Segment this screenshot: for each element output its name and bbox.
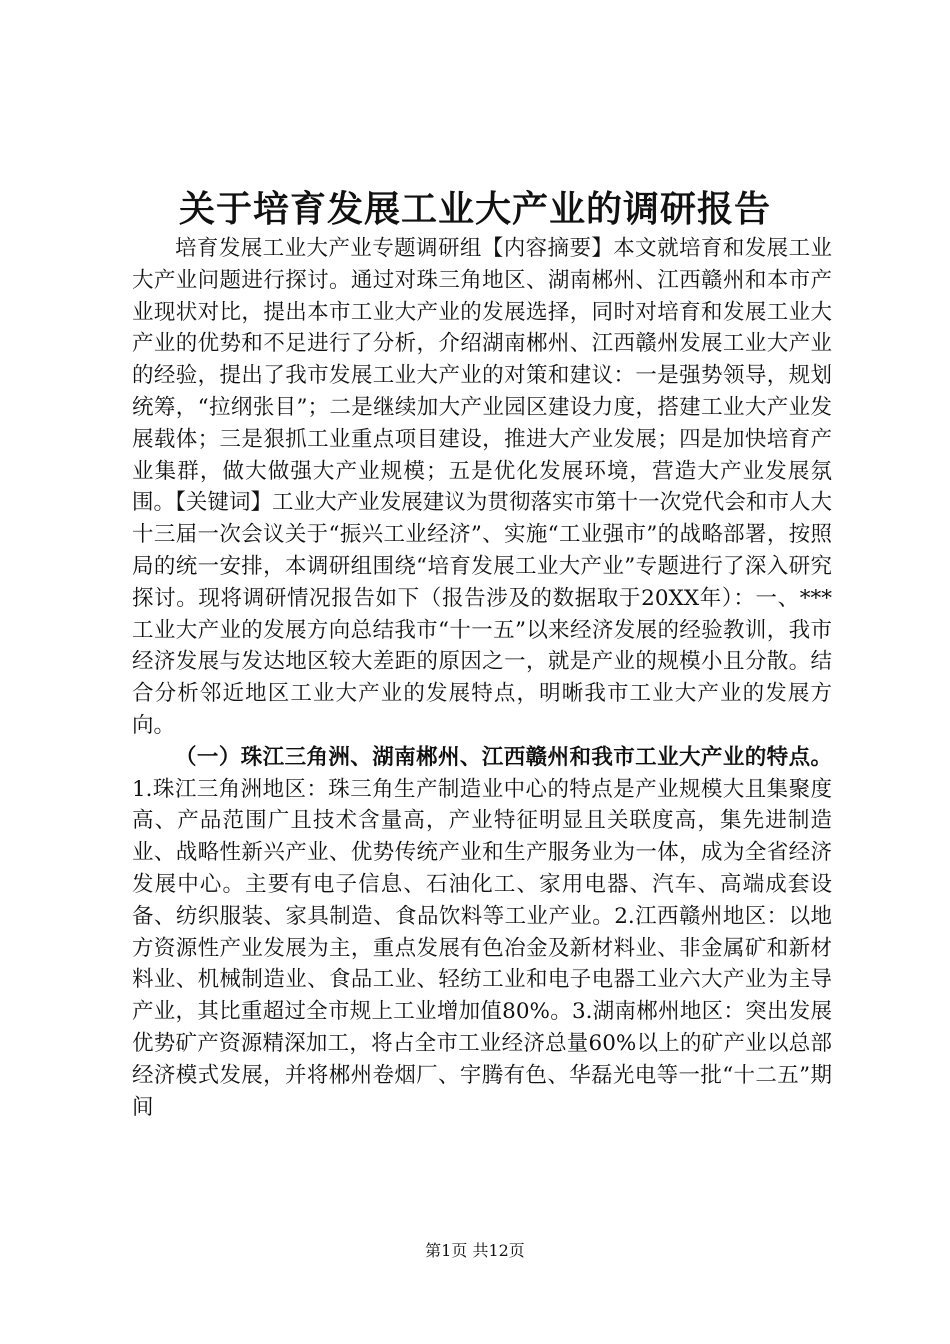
document-body [132,233,832,1123]
paragraph-section-one [132,742,832,1124]
paragraph-abstract: 培育发展工业大产业专题调研组【内容摘要】本文就培育和发展工业大产业问题进行探讨。通过对珠三角地区、湖南郴州、江西赣州和本市产业现状对比，提出本市工业大产业的发展选择，同时对培育和发展工业大产业的优势和不足进行了分析，介绍湖南郴州、江西赣州发展工业大产业的经验，提出了我市发展工业大产业的对策和建议：一是强势领导，规划统筹，“拉纲张目”；二是继续加大产业园区建设力度，搭建工业大产业发展载体；三是狠抓工业重点项目建设，推进大产业发展；四是加快培育产业集群，做大做强大产业规模；五是优化发展环境，营造大产业发展氛围。【关键词】工业大产业发展建议为贯彻落实市第十一次党代会和市人大十三届一次会议关于“振兴工业经济”、实施“工业强市”的战略部署，按照局的统一安排，本调研组围绕“培育发展工业大产业”专题进行了深入研究探讨。现将调研情况报告如下（报告涉及的数据取于20XX年）：一、***工业大产业的发展方向总结我市“十一五”以来经济发展的经验教训，我市经济发展与发达地区较大差距的原因之一，就是产业的规模小且分散。结合分析邻近地区工业大产业的发展特点，明晰我市工业大产业的发展方向。 [132,236,832,738]
section-heading: （一）珠江三角洲、湖南郴州、江西赣州和我市工业大产业的特点。 [175,744,832,770]
section-text: 1.珠江三角洲地区：珠三角生产制造业中心的特点是产业规模大且集聚度高、产品范围广且技术含量高，产业特征明显且关联度高，集先进制造业、战略性新兴产业、优势传统产业和生产服务业为一体，成为全省经济发展中心。主要有电子信息、石油化工、家用电器、汽车、高端成套设备、纺织服装、家具制造、食品饮料等工业产业。2.江西赣州地区：以地方资源性产业发展为主，重点发展有色冶金及新材料业、非金属矿和新材料业、机械制造业、食品工业、轻纺工业和电子电器工业六大产业为主导产业，其比重超过全市规上工业增加值80%。3.湖南郴州地区：突出发展优势矿产资源精深加工，将占全市工业经济总量60%以上的矿产业以总部经济模式发展，并将郴州卷烟厂、宇腾有色、华磊光电等一批“十二五”期间 [132,776,832,1120]
document-title: 关于培育发展工业大产业的调研报告 [178,188,771,230]
page-footer: 第1页 共12页 [425,1241,525,1260]
